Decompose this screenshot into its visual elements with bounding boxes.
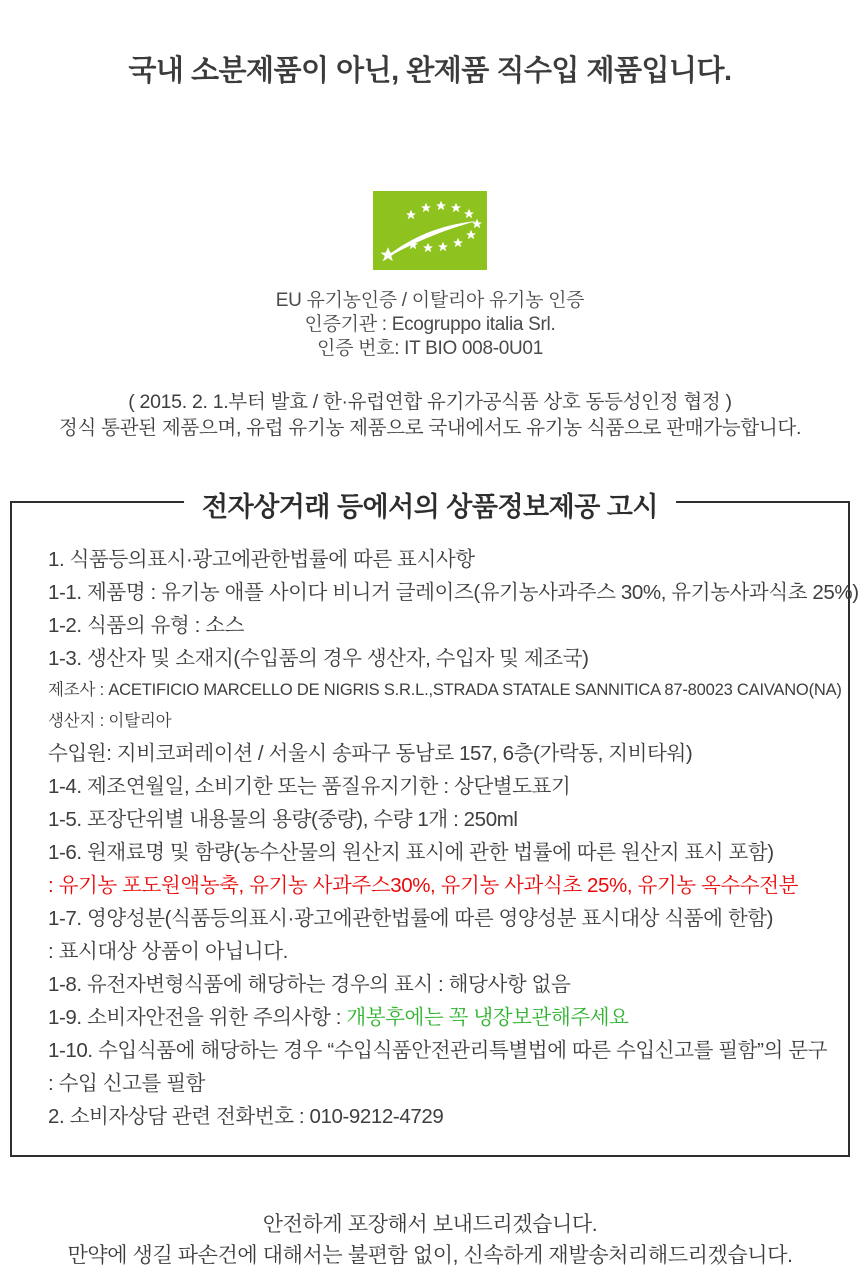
notice-line-importer: 수입원: 지비코퍼레이션 / 서울시 송파구 동남로 157, 6층(가락동, 지비타워) <box>48 742 693 765</box>
notice-line-2-phone: 2. 소비자상담 관련 전화번호 : 010-9212-4729 <box>48 1105 444 1128</box>
notice-line-1: 1. 식품등의표시·광고에관한법률에 따른 표시사항 <box>48 548 475 571</box>
shipping-message <box>0 1209 860 1271</box>
eu-organic-leaf-logo-icon <box>373 191 487 270</box>
certification-caption-line-2: 인증기관 : Ecogruppo italia Srl. <box>304 314 556 335</box>
notice-line-1-1: 1-1. 제품명 : 유기농 애플 사이다 비니거 글레이즈(유기농사과주스 30%, 유기농사과식초 25%) <box>48 581 859 604</box>
certification-notes <box>0 390 860 441</box>
notice-line-1-3: 1-3. 생산자 및 소재지(수입품의 경우 생산자, 수입자 및 제조국) <box>48 647 589 670</box>
notice-line-1-10-answer: : 수입 신고를 필함 <box>48 1072 206 1095</box>
notice-line-1-4: 1-4. 제조연월일, 소비기한 또는 품질유지기한 : 상단별도표기 <box>48 775 571 798</box>
notice-line-1-8: 1-8. 유전자변형식품에 해당하는 경우의 표시 : 해당사항 없음 <box>48 973 571 996</box>
notice-line-1-5: 1-5. 포장단위별 내용물의 용량(중량), 수량 1개 : 250ml <box>48 808 518 831</box>
notice-line-1-9-warning: 개봉후에는 꼭 냉장보관해주세요 <box>346 1006 629 1029</box>
notice-line-1-7-answer: : 표시대상 상품이 아닙니다. <box>48 940 288 963</box>
notice-line-1-10: 1-10. 수입식품에 해당하는 경우 “수입식품안전관리특별법에 따른 수입신고를 필함”의 문구 <box>48 1039 828 1062</box>
notice-box-title: 전자상거래 등에서의 상품정보제공 고시 <box>184 485 676 524</box>
certification-caption-line-1: EU 유기농인증 / 이탈리아 유기농 인증 <box>275 290 585 311</box>
page-title: 국내 소분제품이 아닌, 완제품 직수입 제품입니다. <box>128 55 732 87</box>
notice-line-manufacturer: 제조사 : ACETIFICIO MARCELLO DE NIGRIS S.R.L.,STRADA STATALE SANNITICA 87-80023 CAIVANO(NA) <box>48 681 842 699</box>
certification-note-line-2: 정식 통관된 제품으며, 유럽 유기농 제품으로 국내에서도 유기농 식품으로 판매가능합니다. <box>58 416 802 439</box>
notice-line-1-6: 1-6. 원재료명 및 함량(농수산물의 원산지 표시에 관한 법률에 따른 원산지 표시 포함) <box>48 841 774 864</box>
shipping-message-line-1: 안전하게 포장해서 보내드리겠습니다. <box>262 1213 598 1236</box>
certification-caption <box>0 289 860 361</box>
certification-caption-line-3: 인증 번호: IT BIO 008-0U01 <box>317 338 543 359</box>
notice-line-1-9 <box>48 1001 836 1034</box>
notice-line-origin: 생산지 : 이탈리아 <box>48 712 172 730</box>
certification-note-line-1: ( 2015. 2. 1.부터 발효 / 한·유럽연합 유기가공식품 상호 동등성인정 협정 ) <box>128 391 732 413</box>
shipping-message-line-2: 만약에 생길 파손건에 대해서는 불편함 없이, 신속하게 재발송처리해드리겠습니다. <box>67 1244 793 1267</box>
notice-line-1-7: 1-7. 영양성분(식품등의표시·광고에관한법률에 따른 영양성분 표시대상 식품에 한함) <box>48 907 774 930</box>
ecommerce-notice-box <box>10 492 859 1157</box>
notice-line-1-9-label: 1-9. 소비자안전을 위한 주의사항 : <box>48 1006 347 1029</box>
notice-line-ingredients: : 유기농 포도원액농축, 유기농 사과주스30%, 유기농 사과식초 25%, 유기농 옥수수전분 <box>48 874 798 897</box>
notice-line-1-2: 1-2. 식품의 유형 : 소스 <box>48 614 245 637</box>
certification-logo-block <box>0 191 860 275</box>
